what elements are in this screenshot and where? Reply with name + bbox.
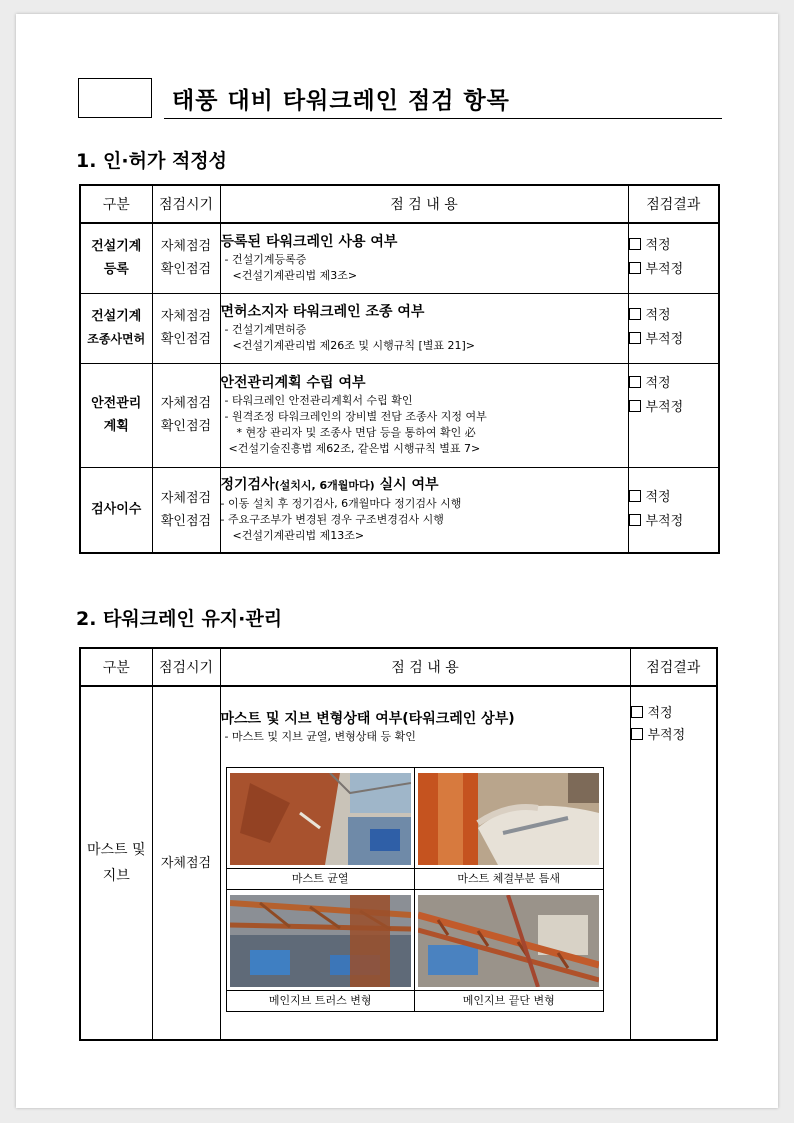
page-title: 태풍 대비 타워크레인 점검 항목 [172, 88, 510, 114]
photo-cell [415, 768, 604, 890]
photo-grid [226, 767, 604, 1012]
photo-caption: 마스트 체결부분 틈새 [415, 868, 603, 889]
photo-cell [226, 890, 415, 1012]
row-category: 안전관리 계획 [80, 363, 152, 467]
row-content: 안전관리계획 수립 여부 - 타워크레인 안전관리계획서 수립 확인 - 원격조정 타워크레인의 장비별 전담 조종사 지정 여부 * 현장 관리자 및 조종사 면담 등을 통하여 확인 必 <건설기술진흥법 제62조, 같은법 시행규칙 별표 7> [220, 363, 628, 467]
row-timing: 자체점검 확인점검 [152, 467, 220, 553]
row-timing: 자체점검 확인점검 [152, 293, 220, 363]
row-result: 적정 부적정 [628, 467, 719, 553]
header-category: 구분 [80, 648, 152, 686]
row-result: 적정 부적정 [630, 686, 717, 1040]
row-timing: 자체점검 [152, 686, 220, 1040]
main-jib-end-photo [418, 895, 599, 987]
title-underline [164, 118, 722, 119]
checkbox-inappropriate[interactable] [629, 400, 641, 412]
header-timing: 점검시기 [152, 185, 220, 223]
header-category: 구분 [80, 185, 152, 223]
checkbox-inappropriate[interactable] [629, 262, 641, 274]
row-category: 건설기계 등록 [80, 223, 152, 293]
photo-caption: 메인지브 끝단 변형 [415, 990, 603, 1011]
checkbox-inappropriate[interactable] [629, 332, 641, 344]
document-page [16, 14, 778, 1108]
row-result: 적정 부적정 [628, 293, 719, 363]
header-result: 점검결과 [630, 648, 717, 686]
title-blank-box [78, 78, 152, 118]
header-content: 점 검 내 용 [220, 185, 628, 223]
row-category: 검사이수 [80, 467, 152, 553]
photo-caption: 마스트 균열 [227, 868, 415, 889]
row-content: 등록된 타워크레인 사용 여부 - 건설기계등록증 <건설기계관리법 제3조> [220, 223, 628, 293]
checkbox-appropriate[interactable] [629, 490, 641, 502]
section2-heading: 2. 타워크레인 유지·관리 [76, 608, 283, 630]
checkbox-appropriate[interactable] [631, 706, 643, 718]
header-result: 점검결과 [628, 185, 719, 223]
row-content: 면허소지자 타워크레인 조종 여부 - 건설기계면허증 <건설기계관리법 제26조 및 시행규칙 [별표 21]> [220, 293, 628, 363]
table-row [80, 686, 717, 1040]
table-row [80, 293, 719, 363]
row-result: 적정 부적정 [628, 363, 719, 467]
table-row [80, 223, 719, 293]
mast-crack-photo [230, 773, 411, 865]
photo-cell [415, 890, 604, 1012]
row-timing: 자체점검 확인점검 [152, 363, 220, 467]
main-jib-truss-photo [230, 895, 411, 987]
row-result: 적정 부적정 [628, 223, 719, 293]
checkbox-inappropriate[interactable] [631, 728, 643, 740]
mast-joint-gap-photo [418, 773, 599, 865]
row-timing: 자체점검 확인점검 [152, 223, 220, 293]
photo-caption: 메인지브 트러스 변형 [227, 990, 415, 1011]
photo-cell [226, 768, 415, 890]
section1-table [79, 184, 720, 554]
header-timing: 점검시기 [152, 648, 220, 686]
row-content: 정기검사(설치시, 6개월마다) 실시 여부 - 이동 설치 후 정기검사, 6개월마다 정기검사 시행 - 주요구조부가 변경된 경우 구조변경검사 시행 <건설기계관리법 제13조> [220, 467, 628, 553]
section1-heading: 1. 인·허가 적정성 [76, 150, 228, 172]
row-category: 건설기계 조종사면허 [80, 293, 152, 363]
checkbox-appropriate[interactable] [629, 238, 641, 250]
header-content: 점 검 내 용 [220, 648, 630, 686]
checkbox-appropriate[interactable] [629, 376, 641, 388]
checkbox-inappropriate[interactable] [629, 514, 641, 526]
row-category: 마스트 및 지브 [80, 686, 152, 1040]
row-content: 마스트 및 지브 변형상태 여부(타워크레인 상부) - 마스트 및 지브 균열, 변형상태 등 확인 마스트 균열 마스트 체결부분 틈새 메인지브 트러스 변형 메인지브 끝단 변형 [220, 686, 630, 1040]
checkbox-appropriate[interactable] [629, 308, 641, 320]
table-row [80, 467, 719, 553]
section2-table [79, 647, 718, 1041]
table-row [80, 363, 719, 467]
